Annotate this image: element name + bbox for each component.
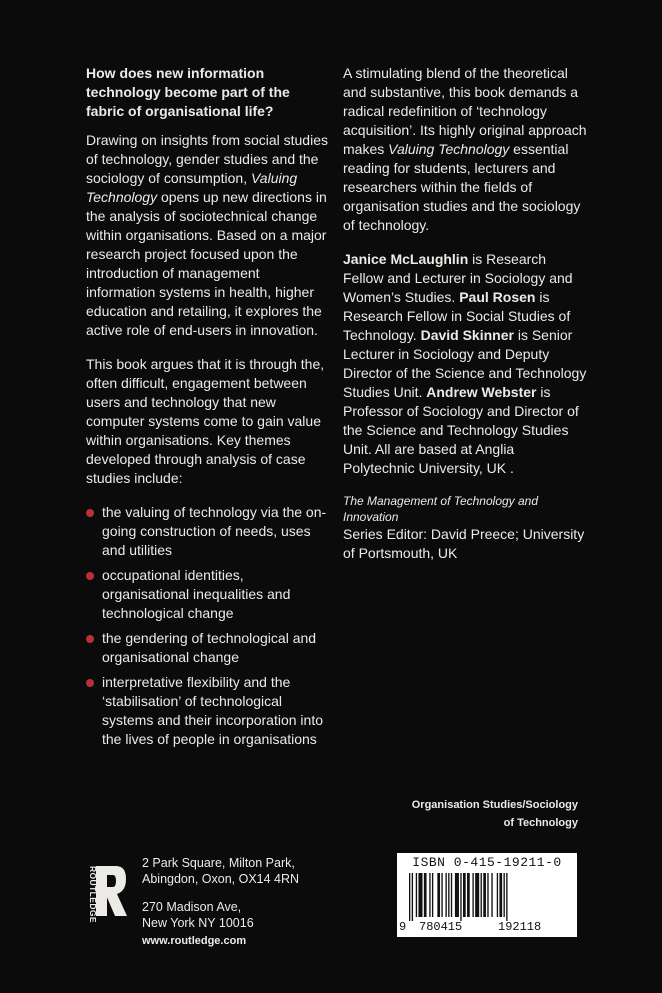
summary-text: essential reading for students, lecturers and researchers within the fields of organisation studies and the sociology of technology. [343, 141, 581, 233]
bullet-icon [86, 679, 94, 687]
bullet-icon [86, 509, 94, 517]
author-desc: is Research Fellow in Social Studies of Technology. [343, 289, 571, 343]
barcode-bar [463, 873, 466, 917]
barcode-bar [412, 873, 413, 921]
barcode-bar [424, 873, 427, 917]
barcode-bar [504, 873, 505, 917]
series-editor: Series Editor: David Preece; University of Portsmouth, UK [343, 526, 585, 561]
series-title: The Management of Technology and Innovation [343, 494, 539, 524]
blurb-text: Drawing on insights from social studies of technology, gender studies and the sociology of consumption, [86, 132, 328, 186]
barcode-bar [481, 873, 482, 917]
barcode-bar [491, 873, 492, 917]
barcode-bar [441, 873, 442, 917]
author-desc: is Professor of Sociology and Director of the Science and Technology Studies Unit. All are based at Anglia Polytechnic University, UK . [343, 384, 579, 476]
barcode-bar [455, 873, 459, 917]
barcode-bar [416, 873, 417, 917]
address-line: 2 Park Square, Milton Park, [142, 856, 295, 870]
right-column [343, 64, 588, 563]
author-name: Andrew Webster [426, 384, 537, 400]
book-title-emphasis: Valuing Technology [388, 141, 510, 157]
barcode-bar [460, 873, 461, 921]
author-desc: is Senior Lecturer in Sociology and Deputy Director of the Science and Technology Studies Unit. [343, 327, 587, 400]
barcode-bar [451, 873, 452, 917]
barcode-bar [506, 873, 507, 921]
address-line: New York NY 10016 [142, 916, 254, 930]
barcode-bar [483, 873, 486, 917]
blurb-paragraph-1 [86, 131, 331, 340]
key-themes-list [86, 503, 331, 749]
barcode-digit-prefix: 9 [399, 920, 407, 934]
logo-wordmark: ROUTLEDGE [88, 866, 98, 923]
book-title-emphasis: Valuing Technology [86, 170, 298, 205]
barcode-bar [475, 873, 479, 917]
list-item-text: the valuing of technology via the on-going construction of needs, uses and utilities [102, 504, 327, 558]
barcode-bar [497, 873, 498, 917]
barcode-bar [409, 873, 410, 921]
blurb-text: opens up new directions in the analysis of sociotechnical change within organisations. Based on a major research project focused upon the introduction of management information systems in health, higher education and retailing, it explores the active role of end-users in innovation. [86, 189, 327, 338]
summary-text: A stimulating blend of the theoretical and substantive, this book demands a radical redefinition of ‘technology acquisition’. Its highly original approach makes [343, 65, 587, 157]
barcode-bars [407, 873, 569, 921]
author-desc: is Research Fellow and Lecturer in Sociology and Women’s Studies. [343, 251, 573, 305]
barcode-bar [467, 873, 470, 917]
category-line: Organisation Studies/Sociology [411, 799, 578, 811]
list-item-text: interpretative flexibility and the ‘stabilisation’ of technological systems and their incorporation into the lives of people in organisations [102, 674, 323, 747]
barcode-bar [429, 873, 430, 917]
list-item [86, 673, 331, 749]
category-line: of Technology [503, 817, 578, 829]
publisher-address [142, 855, 299, 949]
barcode-digits-right: 192118 [498, 920, 542, 934]
list-item [86, 566, 331, 623]
address-line: Abingdon, Oxon, OX14 4RN [142, 872, 300, 886]
author-bios [343, 250, 588, 478]
barcode-digits [397, 920, 577, 936]
routledge-logo-icon [76, 862, 128, 940]
barcode-bar [472, 873, 473, 917]
bullet-icon [86, 572, 94, 580]
blurb-heading: How does new information technology become part of the fabric of organisational life? [86, 65, 290, 119]
author-name: Janice McLaughlin [343, 251, 469, 267]
barcode-bar [418, 873, 422, 917]
barcode-digits-left: 780415 [419, 920, 463, 934]
barcode-bar [437, 873, 440, 917]
barcode-bar [445, 873, 446, 917]
bullet-icon [86, 635, 94, 643]
publisher-url: www.routledge.com [142, 935, 247, 947]
barcode-bar [448, 873, 449, 917]
list-item-text: occupational identities, organisational inequalities and technological change [102, 567, 291, 621]
list-item [86, 629, 331, 667]
barcode-bar [432, 873, 433, 917]
isbn-barcode [397, 853, 577, 937]
list-item [86, 503, 331, 560]
isbn-number: ISBN 0-415-19211-0 [412, 855, 562, 870]
barcode-bar [499, 873, 502, 917]
author-name: Paul Rosen [459, 289, 536, 305]
blurb-paragraph-2: This book argues that it is through the, often difficult, engagement between users and technology that new computer systems come to gain value within organisations. Key themes developed through analysis of case studies include: [86, 356, 325, 486]
author-name: David Skinner [420, 327, 514, 343]
left-column [86, 64, 331, 755]
list-item-text: the gendering of technological and organisational change [102, 630, 317, 665]
address-line: 270 Madison Ave, [142, 900, 242, 914]
summary-paragraph [343, 64, 588, 235]
barcode-bar [487, 873, 488, 917]
subject-category [378, 796, 578, 832]
